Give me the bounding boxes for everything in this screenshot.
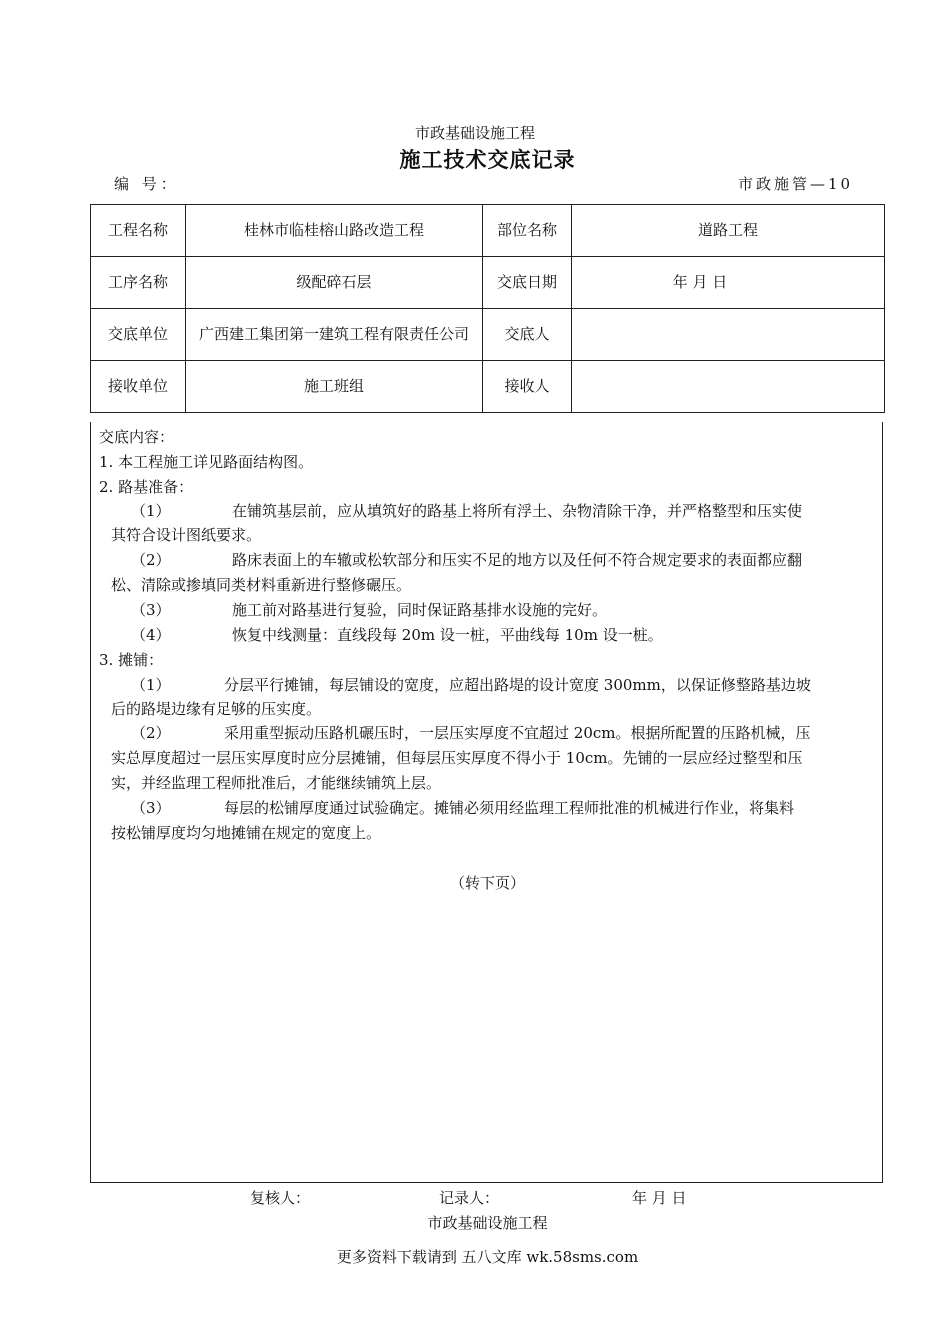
footer-date: 年 月 日 [632,1189,687,1207]
content-item-3-1-a: 分层平行摊铺，每层铺设的宽度，应超出路堤的设计宽度 300mm，以保证修整路基边坡 [224,676,811,694]
date-value: 年 月 日 [572,257,885,309]
content-item-2-1-num: （1） [131,502,171,520]
content-item-2-2-num: （2） [131,551,171,569]
process-name-value: 级配碎石层 [186,257,483,309]
content-item-3-1-b: 后的路堤边缘有足够的压实度。 [111,700,322,718]
content-heading: 交底内容： [99,428,175,446]
project-name-value: 桂林市临桂榕山路改造工程 [186,205,483,257]
receiver-value [572,361,885,413]
unit-value: 广西建工集团第一建筑工程有限责任公司 [186,309,483,361]
content-item-2-2-a: 路床表面上的车辙或松软部分和压实不足的地方以及任何不符合规定要求的表面都应翻 [232,551,803,569]
date-label: 交底日期 [483,257,572,309]
table-row [91,361,885,413]
content-item-3: 3. 摊铺： [99,651,164,669]
content-item-1: 1. 本工程施工详见路面结构图。 [99,453,314,471]
receiver-label: 接收人 [483,361,572,413]
receiving-unit-value: 施工班组 [186,361,483,413]
continue-next-page: （转下页） [449,874,525,892]
table-row [91,257,885,309]
doc-title: 施工技术交底记录 [399,147,576,172]
content-item-2-3-num: （3） [131,601,171,619]
reviewer-label: 复核人： [250,1189,311,1207]
table-row [91,205,885,257]
content-item-2: 2. 路基准备： [99,478,194,496]
content-item-3-2-a: 采用重型振动压路机碾压时，一层压实厚度不宜超过 20cm。根据所配置的压路机械，压 [224,724,811,742]
content-item-2-1-b: 其符合设计图纸要求。 [111,526,262,544]
content-item-2-2-b: 松、清除或掺填同类材料重新进行整修碾压。 [111,576,412,594]
process-name-label: 工序名称 [91,257,186,309]
unit-label: 交底单位 [91,309,186,361]
part-name-label: 部位名称 [483,205,572,257]
discloser-label: 交底人 [483,309,572,361]
footer-org: 市政基础设施工程 [427,1214,548,1232]
content-item-3-2-c: 实，并经监理工程师批准后，才能继续铺筑上层。 [111,774,442,792]
recorder-label: 记录人： [439,1189,500,1207]
content-item-3-2-b: 实总厚度超过一层压实厚度时应分层摊铺，但每层压实厚度不得小于 10cm。先铺的一层应经过整型和压 [111,749,803,767]
receiving-unit-label: 接收单位 [91,361,186,413]
content-item-2-4-num: （4） [131,626,171,644]
doc-subtitle: 市政基础设施工程 [414,124,535,142]
content-item-2-3-a: 施工前对路基进行复验，同时保证路基排水设施的完好。 [232,601,608,619]
table-row [91,309,885,361]
content-item-2-4-a: 恢复中线测量：直线段每 20m 设一桩，平曲线每 10m 设一桩。 [232,626,663,644]
download-link-text: 更多资料下载请到 五八文库 wk.58sms.com [336,1248,639,1266]
content-item-3-3-num: （3） [131,799,171,817]
part-name-value: 道路工程 [572,205,885,257]
project-name-label: 工程名称 [91,205,186,257]
info-table [90,204,885,413]
code-label: 编 号： [114,175,180,193]
content-item-3-2-num: （2） [131,724,171,742]
content-item-3-1-num: （1） [131,676,171,694]
content-item-3-3-b: 按松铺厚度均匀地摊铺在规定的宽度上。 [111,824,382,842]
discloser-value [572,309,885,361]
form-code: 市政施管—10 [738,175,854,193]
content-item-2-1-a: 在铺筑基层前，应从填筑好的路基上将所有浮土、杂物清除干净，并严格整型和压实使 [232,502,803,520]
content-item-3-3-a: 每层的松铺厚度通过试验确定。摊铺必须用经监理工程师批准的机械进行作业，将集料 [224,799,795,817]
